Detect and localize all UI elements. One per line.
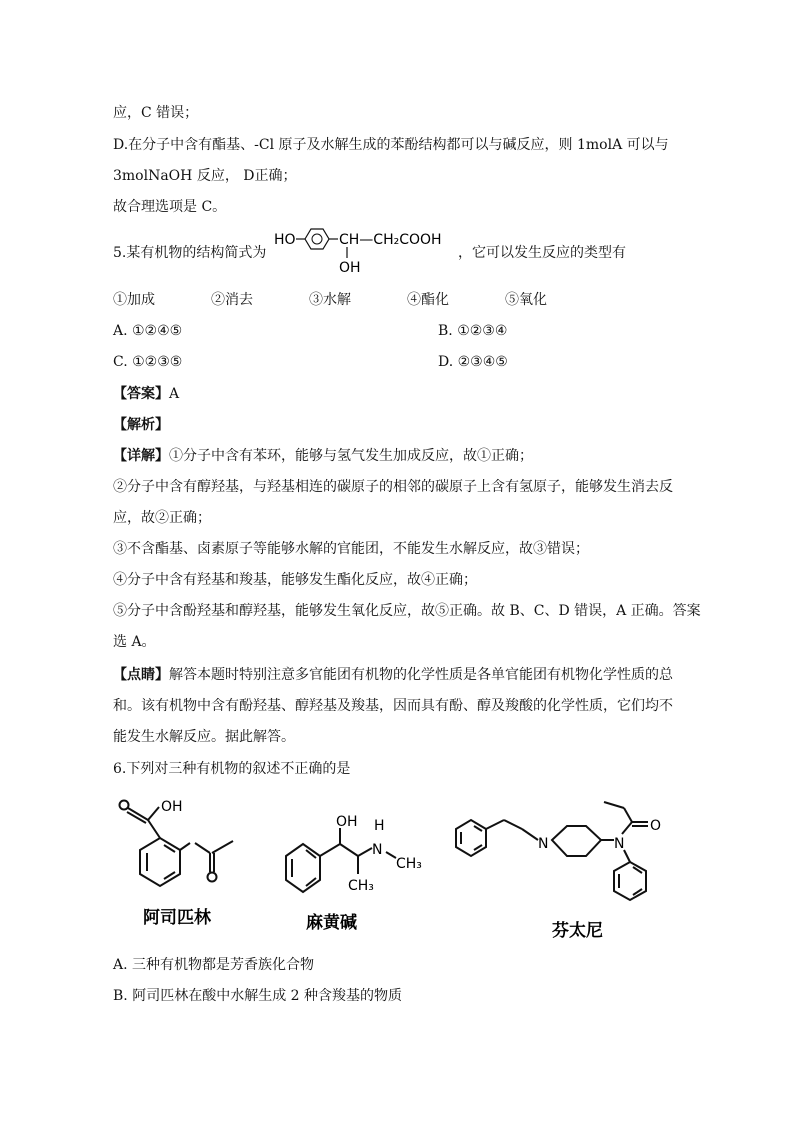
question-5-suffix: ，它可以发生反应的类型有	[458, 245, 626, 261]
molecule-aspirin	[115, 795, 245, 935]
reaction-2: ②消去	[211, 292, 253, 308]
ephedrine-n: N	[372, 842, 383, 858]
detail-line-5b: 选 A。	[113, 634, 156, 650]
option-a: A. ①②④⑤	[113, 323, 183, 339]
ho-label: HO	[274, 232, 296, 248]
ephedrine-ch3: CH₃	[348, 878, 374, 894]
structure-q5	[272, 228, 462, 278]
answer-line	[113, 384, 179, 404]
detail-line-2a: ②分子中含有醇羟基，与羟基相连的碳原子的相邻的碳原子上含有氢原子，能够发生消去反	[113, 479, 673, 495]
q6-option-b: B. 阿司匹林在酸中水解生成 2 种含羧基的物质	[113, 988, 402, 1004]
detail-line-4: ④分子中含有羟基和羧基，能够发生酯化反应，故④正确；	[113, 572, 477, 588]
fentanyl-n1: N	[538, 836, 549, 852]
tip-tag: 【点睛】	[113, 667, 169, 683]
line-d-correct: D.在分子中含有酯基、-Cl 原子及水解生成的苯酚结构都可以与碱反应，则 1molA 可以与	[113, 137, 669, 153]
tip-line-3: 能发生水解反应。据此解答。	[113, 729, 295, 745]
detail-tag: 【详解】	[113, 448, 169, 464]
line-conclusion: 故合理选项是 C。	[113, 199, 227, 215]
ephedrine-ch3-n: CH₃	[396, 856, 422, 872]
answer-value: A	[169, 386, 180, 402]
q6-option-a: A. 三种有机物都是芳香族化合物	[113, 957, 315, 973]
detail-line-3: ③不含酯基、卤素原子等能够水解的官能团，不能发生水解反应，故③错误；	[113, 541, 589, 557]
detail-line-5a: ⑤分子中含酚羟基和醇羟基，能够发生氧化反应，故⑤正确。故 B、C、D 错误，A 正确。答案	[113, 603, 701, 619]
question-6: 6.下列对三种有机物的叙述不正确的是	[113, 761, 351, 777]
aspirin-oh: OH	[161, 799, 183, 815]
tip-line-1	[113, 665, 673, 685]
reaction-4: ④酯化	[407, 292, 449, 308]
molecule-ephedrine	[278, 808, 448, 948]
option-c: C. ①②③⑤	[113, 354, 183, 370]
oh-label: OH	[339, 260, 361, 276]
ephedrine-oh: OH	[336, 814, 358, 830]
fentanyl-caption: 芬太尼	[552, 921, 603, 941]
detail-1: ①分子中含有苯环，能够与氢气发生加成反应，故①正确；	[169, 448, 533, 464]
reaction-1: ①加成	[113, 292, 155, 308]
molecule-fentanyl	[452, 800, 682, 950]
line-naoh: 3molNaOH 反应， D正确；	[113, 168, 297, 184]
tip-line-2: 和。该有机物中含有酚羟基、醇羟基及羧基，因而具有酚、醇及羧酸的化学性质，它们均不	[113, 698, 673, 714]
answer-tag: 【答案】	[113, 386, 169, 402]
option-b: B. ①②③④	[438, 323, 508, 339]
analysis-tag: 【解析】	[113, 417, 169, 433]
ephedrine-nh: H	[374, 818, 385, 834]
line-c-wrong: 应，C 错误；	[113, 105, 199, 121]
detail-line-2b: 应，故②正确；	[113, 510, 211, 526]
aspirin-caption: 阿司匹林	[143, 908, 211, 928]
question-5-prefix: 5.某有机物的结构简式为	[113, 245, 267, 261]
detail-line-1	[113, 446, 533, 466]
reaction-3: ③水解	[309, 292, 351, 308]
reaction-5: ⑤氧化	[505, 292, 547, 308]
fentanyl-o: O	[650, 818, 662, 834]
option-d: D. ②③④⑤	[438, 354, 508, 370]
tip-1: 解答本题时特别注意多官能团有机物的化学性质是各单官能团有机物化学性质的总	[169, 667, 673, 683]
chain-label: CH—CH₂COOH	[339, 232, 442, 248]
ephedrine-caption: 麻黄碱	[306, 913, 357, 933]
fentanyl-n2: N	[614, 836, 625, 852]
